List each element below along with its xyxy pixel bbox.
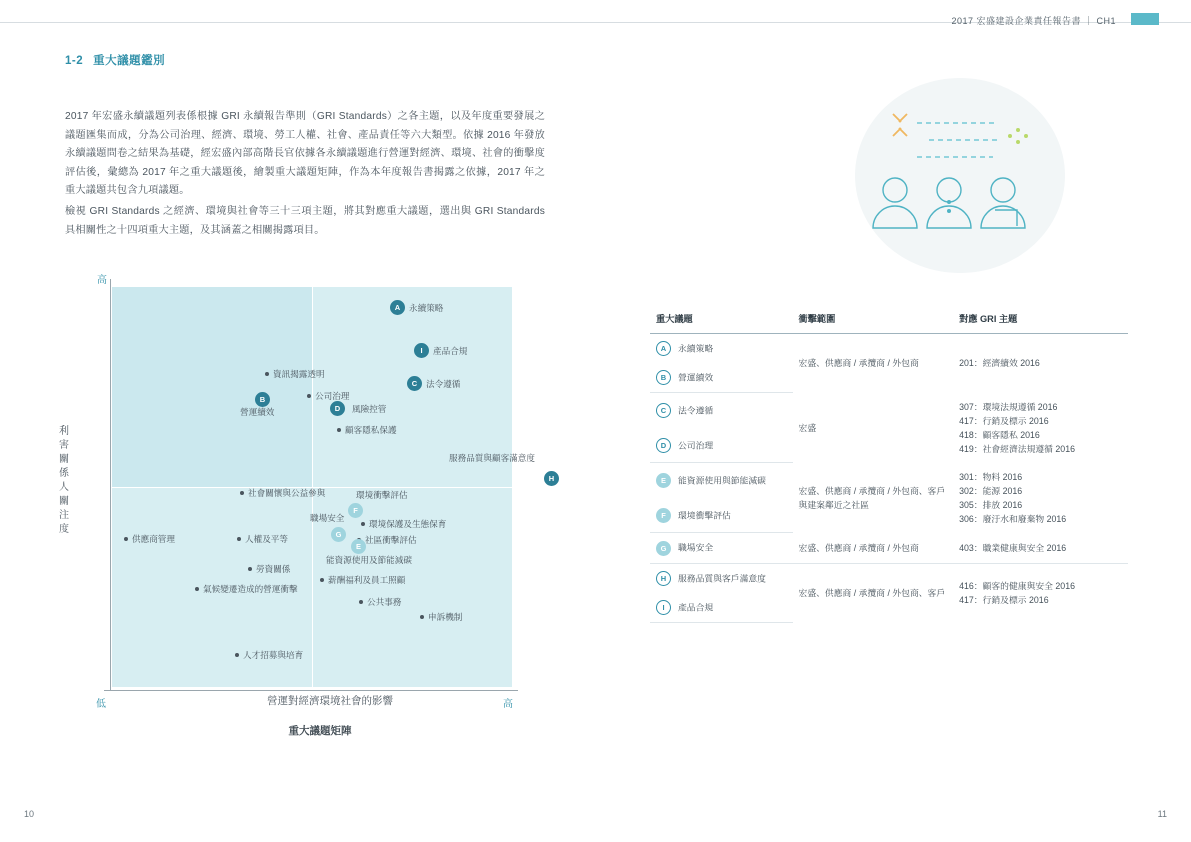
point-dot [359,600,363,604]
scope-cell: 宏盛、供應商 / 承攬商 / 外包商 [793,533,954,563]
y-axis-title: 利害關係人關注度 [59,426,69,535]
topic-label: 環境衝擊評估 [678,510,731,521]
point-label: 社會關懷與公益參與 [248,488,326,498]
point-label: 供應商管理 [132,534,175,544]
topic-cell [650,463,793,498]
point-label: 環境保護及生態保育 [369,519,447,529]
gri-line: 416：顧客的健康與安全 2016 [959,580,1075,591]
header-title: 2017 宏盛建設企業責任報告書 ｜ CH1 [951,16,1116,26]
topic-cell [650,428,793,463]
point-dot [320,578,324,582]
page-number-right: 11 [1157,809,1167,819]
point-badge-f: F [348,503,363,518]
topic-label: 營運續效 [678,372,714,383]
badge-e-icon: E [656,473,671,488]
header-illustration [855,78,1065,273]
point-dot [248,567,252,571]
gri-line: 417：行銷及標示 2016 [959,594,1049,605]
x-axis-high-label: 高 [503,699,513,710]
point-label: 公共事務 [367,597,402,607]
chart-x-axis [104,690,518,691]
point-community-impact [357,534,417,546]
point-dot [235,653,239,657]
x-axis-low-label: 低 [96,699,106,710]
gri-line: 305：排放 2016 [959,499,1023,510]
table-row [650,334,1128,364]
badge-f-icon: F [656,508,671,523]
point-badge-d: D [330,401,345,416]
point-corporate-governance [307,390,349,402]
point-dot [240,491,244,495]
header-accent-tab [1131,13,1159,25]
table-row [650,463,1128,498]
topic-label: 產品合規 [678,602,714,613]
point-supplier-mgmt [124,533,175,545]
point-label: 公司治理 [315,391,350,401]
point-info-transparency [265,368,325,380]
point-badge-g: G [331,527,346,542]
topic-label: 能資源使用與節能減碳 [678,475,766,486]
point-badge-i: I [414,343,429,358]
point-labor-relations [248,563,290,575]
point-climate-change [195,583,298,595]
point-label: 勞資關係 [256,564,291,574]
point-label-a: 永續策略 [409,303,444,313]
topic-cell [650,393,793,428]
gri-line: 301：物料 2016 [959,471,1023,482]
gri-cell [953,563,1128,622]
point-label: 薪酬福利及員工照顧 [328,575,406,585]
point-label-g: 職場安全 [310,513,345,523]
table-row [650,393,1128,428]
badge-c-icon: C [656,403,671,418]
page-number-left: 10 [24,809,35,819]
y-axis-high-label: 高 [97,275,107,286]
point-dot [124,537,128,541]
point-social-care [240,487,325,499]
scope-cell: 宏盛、供應商 / 承攬商 / 外包商 [798,358,919,369]
table-header-row [650,305,1128,334]
section-body [65,108,545,242]
point-eco-protection [361,518,446,530]
point-badge-e: E [351,539,366,554]
paragraph-1: 2017 年宏盛永續議題列表係根據 GRI 永續報告準則（GRI Standards）之各主題，以及年度重要發展之議題匯集而成，分為公司治理、經濟、環境、勞工人權、社會、產品責任等六大類型。依據 2016 年發放永續議題問卷之結果為基礎，經宏盛內部高階長官依據各永續議題進行營運對經濟、環境、社會的衝擊度評估後，彙總為 2017 年之重大議題後，繪製重大議題矩陣，作為本年度報告書揭露之依據，2017 年之重大議題共包含九項議題。 [65,111,545,197]
point-label: 氣候變遷造成的營運衝擊 [203,584,298,594]
section-number: 1-2 [65,55,84,67]
point-public-affairs [359,596,401,608]
scope-cell: 宏盛、供應商 / 承攬商 / 外包商、客戶 [798,587,946,598]
badge-i-icon: I [656,600,671,615]
point-compensation-welfare [320,574,405,586]
topic-cell [650,533,793,563]
scope-cell: 宏盛、供應商 / 承攬商 / 外包商、客戶與建案鄰近之社區 [798,485,946,510]
topic-cell [650,363,793,393]
topic-cell [650,563,793,593]
chart-y-axis [110,279,111,691]
point-label: 人權及平等 [245,534,288,544]
gri-line: 307：環境法規遵循 2016 [959,401,1058,412]
topic-cell [650,334,793,364]
point-label-e: 能資源使用及節能減碳 [326,555,412,565]
people-network-illustration [855,78,1065,273]
point-label-c: 法令遵循 [426,379,461,389]
topic-label: 法令遵循 [678,405,714,416]
point-customer-privacy [337,424,397,436]
paragraph-2: 檢視 GRI Standards 之經濟、環境與社會等三十三項主題，將其對應重大議題，選出與 GRI Standards 具相關性之十四項重大主題，及其涵蓋之相關揭露項目。 [65,205,545,236]
gri-line: 418：顧客隱私 2016 [959,429,1040,440]
point-label: 申訴機制 [428,612,463,622]
section-title: 重大議題鑑別 [93,55,166,67]
point-dot [337,428,341,432]
topic-cell [650,593,793,623]
point-label-h: 服務品質與顧客滿意度 [449,453,535,463]
gri-cell [953,393,1128,463]
point-label-b: 營運續效 [240,407,275,417]
materiality-matrix-chart [59,275,565,745]
gri-line: 302：能源 2016 [959,485,1023,496]
point-label-d: 風險控管 [352,404,387,414]
gri-line: 419：社會經濟法規遵循 2016 [959,443,1075,454]
badge-g-icon: G [656,541,671,556]
point-badge-b: B [255,392,270,407]
point-label: 資訊揭露透明 [273,369,325,379]
point-label-i: 產品合規 [433,346,468,356]
point-label: 人才招募與培育 [243,650,304,660]
badge-h-icon: H [656,571,671,586]
scope-cell: 宏盛 [798,422,817,433]
gri-cell [953,463,1128,533]
point-badge-h: H [544,471,559,486]
topic-label: 服務品質與客戶滿意度 [678,573,766,584]
table-row [650,563,1128,593]
topic-label: 職場安全 [678,543,714,554]
point-dot [361,522,365,526]
point-talent-recruitment [235,649,303,661]
point-human-rights [237,533,288,545]
point-dot [420,615,424,619]
gri-cell: 201：經濟續效 2016 [959,358,1040,369]
gri-line: 306：廢汙水和廢棄物 2016 [959,513,1067,524]
badge-a-icon: A [656,341,671,356]
table-row [650,533,1128,563]
point-badge-a: A [390,300,405,315]
point-label: 社區衝擊評估 [365,535,417,545]
point-dot [237,537,241,541]
point-label-f: 環境衝擊評估 [356,490,408,500]
chart-caption: 重大議題矩陣 [288,725,352,737]
topic-label: 公司治理 [678,440,714,451]
point-dot [265,372,269,376]
point-dot [307,394,311,398]
point-label: 顧客隱私保護 [345,425,397,435]
point-grievance-mechanism [420,611,462,623]
point-dot [195,587,199,591]
section-heading [65,52,165,68]
col-header-scope: 衝擊範圍 [793,305,954,334]
col-header-gri: 對應 GRI 主題 [953,305,1128,334]
topic-cell [650,498,793,533]
topic-label: 永續策略 [678,343,714,354]
point-badge-c: C [407,376,422,391]
x-axis-title: 營運對經濟環境社會的影響 [267,695,393,707]
chart-quadrant-tint [112,287,312,487]
badge-b-icon: B [656,370,671,385]
gri-topics-table [650,305,1128,623]
gri-line: 417：行銷及標示 2016 [959,415,1049,426]
col-header-topic: 重大議題 [650,305,793,334]
badge-d-icon: D [656,438,671,453]
gri-cell: 403：職業健康與安全 2016 [953,533,1128,563]
